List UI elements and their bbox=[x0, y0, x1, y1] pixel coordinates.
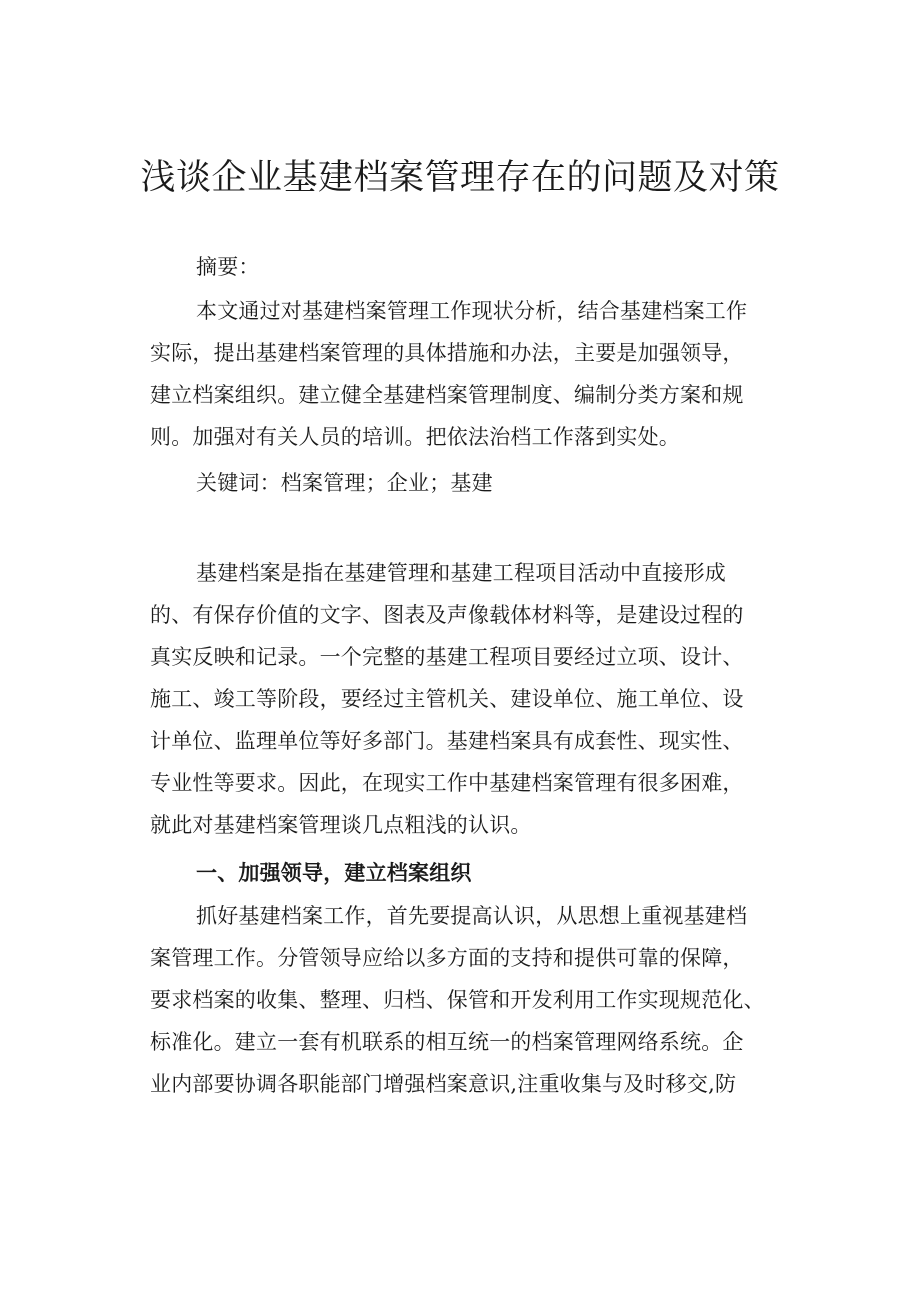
section1-line: 案管理工作。分管领导应给以多方面的支持和提供可靠的保障， bbox=[150, 946, 744, 970]
section1-heading-block bbox=[150, 852, 810, 894]
abstract-line: 建立档案组织。建立健全基建档案管理制度、编制分类方案和规 bbox=[150, 383, 744, 407]
intro-paragraph bbox=[150, 552, 810, 846]
section1-heading: 一、加强领导，建立档案组织 bbox=[196, 861, 472, 885]
section1-line: 业内部要协调各职能部门增强档案意识,注重收集与及时移交,防 bbox=[150, 1072, 737, 1096]
abstract-line: 本文通过对基建档案管理工作现状分析，结合基建档案工作 bbox=[196, 299, 748, 323]
abstract-paragraph bbox=[150, 290, 810, 458]
intro-line: 基建档案是指在基建管理和基建工程项目活动中直接形成 bbox=[196, 561, 726, 585]
intro-line: 就此对基建档案管理谈几点粗浅的认识。 bbox=[150, 813, 532, 837]
section1-line: 要求档案的收集、整理、归档、保管和开发利用工作实现规范化、 bbox=[150, 988, 765, 1012]
summary-label-block bbox=[150, 246, 810, 288]
keywords-block bbox=[150, 462, 810, 504]
abstract-line: 实际，提出基建档案管理的具体措施和办法，主要是加强领导， bbox=[150, 341, 744, 365]
section1-line: 标准化。建立一套有机联系的相互统一的档案管理网络系统。企 bbox=[150, 1030, 744, 1054]
section1-paragraph bbox=[150, 895, 810, 1105]
keywords-line: 关键词：档案管理；企业；基建 bbox=[196, 471, 493, 495]
section1-line: 抓好基建档案工作，首先要提高认识，从思想上重视基建档 bbox=[196, 904, 748, 928]
intro-line: 计单位、监理单位等好多部门。基建档案具有成套性、现实性、 bbox=[150, 729, 744, 753]
document-title: 浅谈企业基建档案管理存在的问题及对策 bbox=[140, 158, 780, 198]
abstract-line: 则。加强对有关人员的培训。把依法治档工作落到实处。 bbox=[150, 425, 680, 449]
intro-line: 真实反映和记录。一个完整的基建工程项目要经过立项、设计、 bbox=[150, 645, 744, 669]
intro-line: 施工、竣工等阶段，要经过主管机关、建设单位、施工单位、设 bbox=[150, 687, 744, 711]
intro-line: 专业性等要求。因此，在现实工作中基建档案管理有很多困难， bbox=[150, 771, 744, 795]
summary-label: 摘要： bbox=[196, 255, 260, 279]
intro-line: 的、有保存价值的文字、图表及声像载体材料等，是建设过程的 bbox=[150, 603, 744, 627]
